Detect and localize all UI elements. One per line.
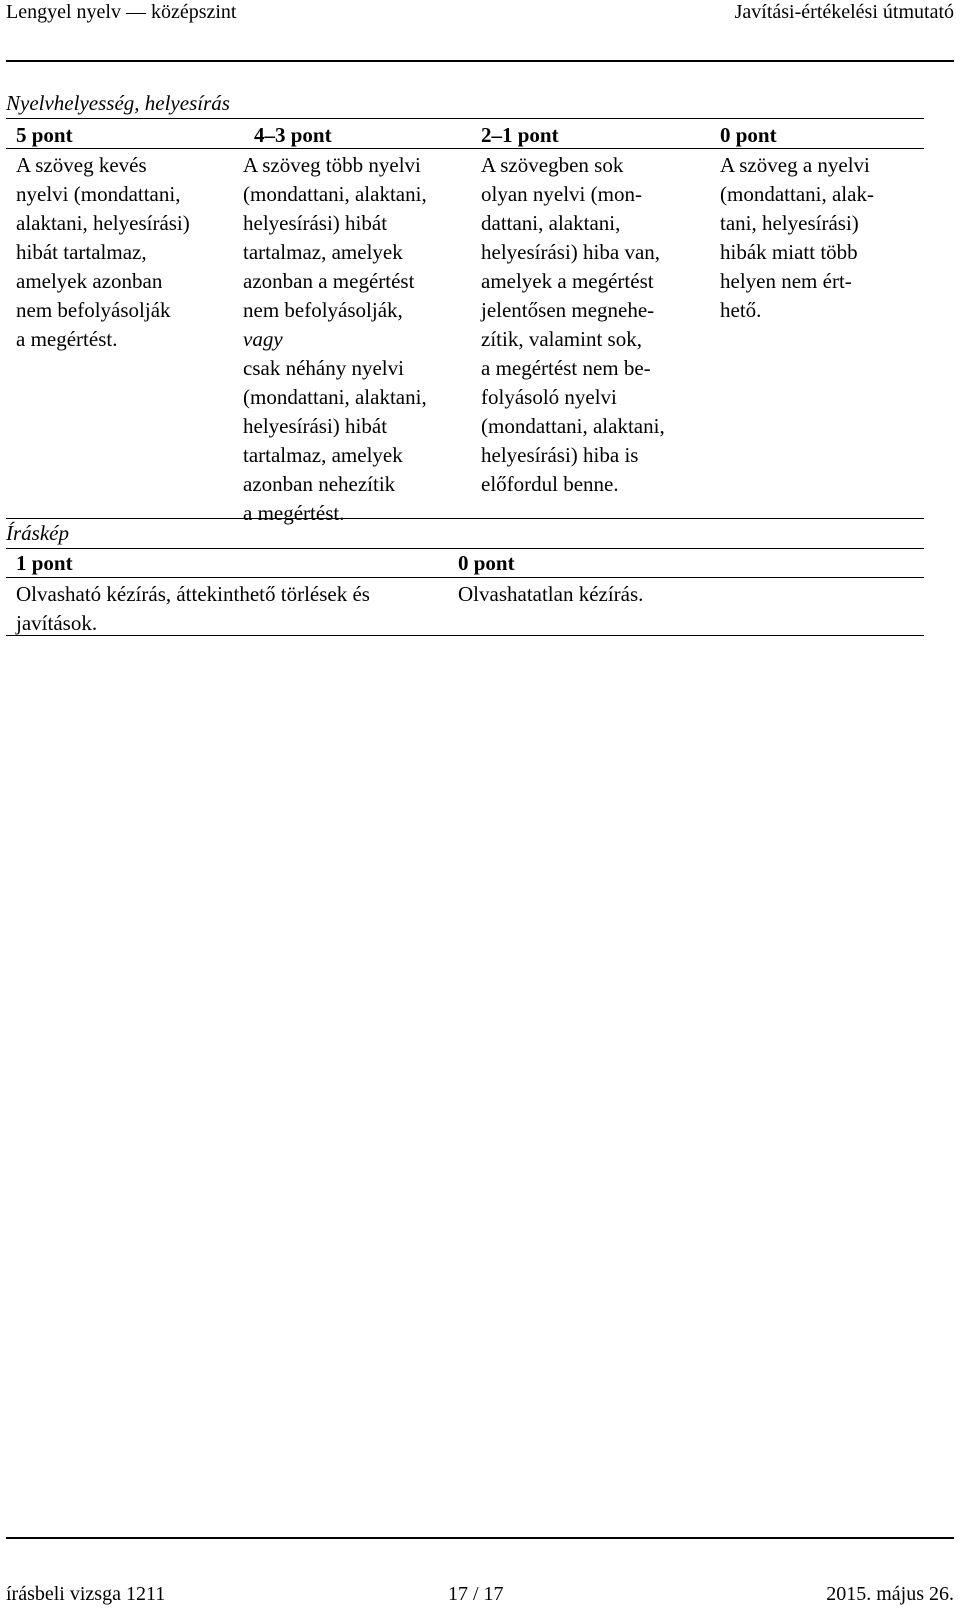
- column-header-2-1-pont: 2–1 pont: [481, 123, 559, 147]
- header-rule: [6, 60, 954, 62]
- column-header-0-pont: 0 pont: [720, 123, 777, 147]
- table-rule: [6, 577, 924, 578]
- table-rule: [6, 148, 924, 149]
- table-rule: [6, 118, 924, 119]
- column-header-1-pont: 1 pont: [16, 551, 73, 575]
- criteria-or: vagy: [243, 327, 283, 351]
- section-title-language: Nyelvhelyesség, helyesírás: [6, 91, 230, 115]
- handwriting-cell-1-pont: Olvasható kézírás, áttekinthető törlések és javítások.: [16, 582, 370, 635]
- footer-page-number: 17 / 17: [448, 1583, 504, 1605]
- criteria-cell-5-pont: A szöveg kevés nyelvi (mondattani, alaktani, helyesírási) hibát tartalmaz, amelyek azonban nem befolyásolják a megértést.: [16, 153, 190, 351]
- criteria-cell-0-pont: A szöveg a nyelvi (mondattani, alak- tani, helyesírási) hibák miatt több helyen nem ért- hető.: [720, 153, 874, 322]
- page-header: [6, 0, 954, 26]
- column-header-4-3-pont: 4–3 pont: [254, 123, 332, 147]
- table-rule: [6, 518, 924, 519]
- criteria-text: A szöveg több nyelvi (mondattani, alaktani, helyesírási) hibát tartalmaz, amelyek azonban a megértést nem befolyásolják,: [243, 153, 427, 322]
- table-rule: [6, 635, 924, 636]
- header-subject: Lengyel nyelv — középszint: [6, 1, 237, 23]
- header-guide-title: Javítási-értékelési útmutató: [734, 1, 954, 23]
- section-title-handwriting: Íráskép: [6, 521, 69, 545]
- footer-date: 2015. május 26.: [826, 1583, 954, 1605]
- handwriting-cell-0-pont: Olvashatatlan kézírás.: [458, 582, 644, 606]
- footer-exam-code: írásbeli vizsga 1211: [6, 1583, 166, 1605]
- criteria-text: csak néhány nyelvi (mondattani, alaktani, helyesírási) hibát tartalmaz, amelyek azonban nehezítik a megértést.: [243, 356, 427, 525]
- column-header-0-pont: 0 pont: [458, 551, 515, 575]
- column-header-5-pont: 5 pont: [16, 123, 73, 147]
- criteria-cell-2-1-pont: A szövegben sok olyan nyelvi (mon- dattani, alaktani, helyesírási) hiba van, amelyek a megértést jelentősen megnehe- zítik, valamint sok, a megértést nem be- folyásoló nyelvi (mondattani, alaktani, helyesírási) hiba is előfordul benne.: [481, 153, 665, 496]
- footer-rule: [6, 1537, 954, 1539]
- criteria-cell-4-3-pont: [243, 151, 427, 528]
- table-rule: [6, 548, 924, 549]
